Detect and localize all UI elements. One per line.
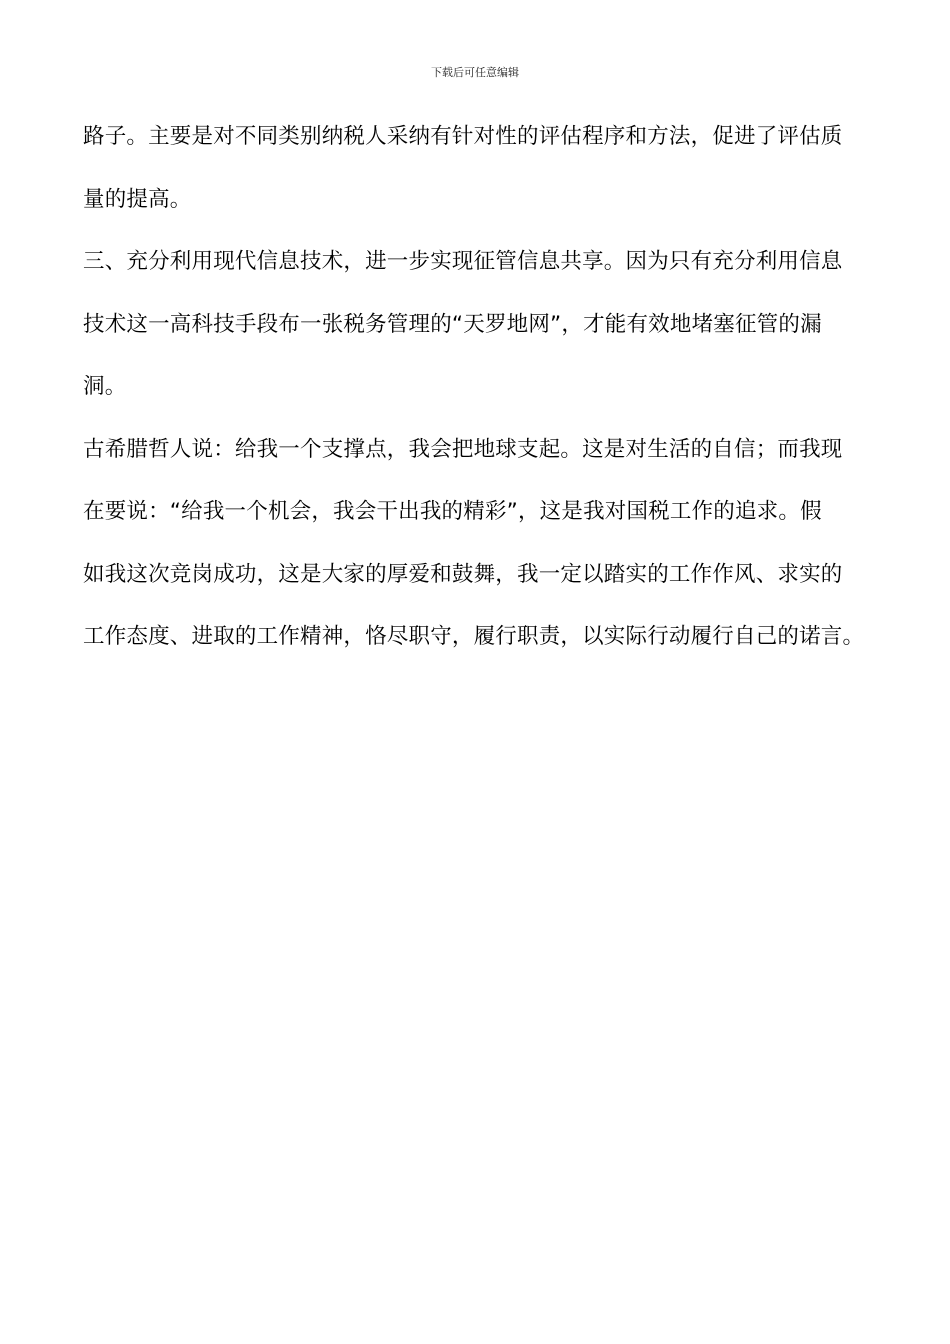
text-line: 如我这次竞岗成功，这是大家的厚爱和鼓舞，我一定以踏实的工作作风、求实的 bbox=[83, 561, 843, 587]
text-line: 工作态度、进取的工作精神，恪尽职守，履行职责，以实际行动履行自己的诺言。 bbox=[83, 624, 865, 649]
page-header: 下载后可任意编辑 bbox=[431, 66, 519, 79]
document-body bbox=[83, 106, 883, 669]
text-line: 洞。 bbox=[83, 374, 127, 399]
text-line: 三、充分利用现代信息技术，进一步实现征管信息共享。因为只有充分利用信息 bbox=[83, 249, 843, 274]
text-line: 在要说：“给我一个机会，我会干出我的精彩”，这是我对国税工作的追求。假 bbox=[83, 499, 822, 524]
text-line: 路子。主要是对不同类别纳税人采纳有针对性的评估程序和方法，促进了评估质 bbox=[83, 124, 843, 149]
text-line: 古希腊哲人说：给我一个支撑点，我会把地球支起。这是对生活的自信；而我现 bbox=[83, 436, 843, 462]
paragraph-information-technology bbox=[83, 231, 883, 419]
text-line: 技术这一高科技手段布一张税务管理的“天罗地网”，才能有效地堵塞征管的漏 bbox=[83, 311, 822, 337]
paragraph-evaluation bbox=[83, 106, 883, 231]
text-line: 量的提高。 bbox=[83, 186, 192, 212]
paragraph-closing bbox=[83, 419, 883, 669]
